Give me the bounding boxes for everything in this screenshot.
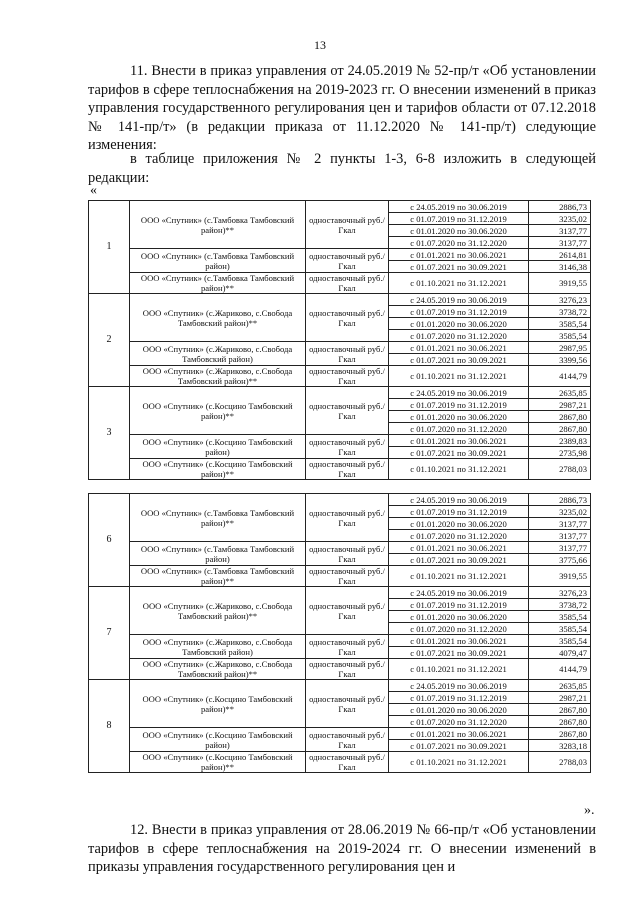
- period-cell: с 01.01.2021 по 30.06.2021: [389, 728, 529, 740]
- table-row: [89, 459, 591, 480]
- tariff-value-cell: 2788,03: [529, 459, 591, 480]
- period-cell: с 01.07.2020 по 31.12.2020: [389, 623, 529, 635]
- item-number: 2: [89, 294, 130, 387]
- organization-cell: ООО «Спутник» (с.Косцино Тамбовский район)**: [130, 752, 306, 773]
- item-number: 7: [89, 587, 130, 680]
- tariff-table-items-6-8: [88, 493, 591, 773]
- tariff-value-cell: 2867,80: [529, 728, 591, 740]
- table-row: [89, 249, 591, 261]
- tariff-value-cell: 2987,21: [529, 399, 591, 411]
- tariff-value-cell: 2886,73: [529, 494, 591, 506]
- organization-cell: ООО «Спутник» (с.Косцино Тамбовский район): [130, 435, 306, 459]
- table-row: [89, 366, 591, 387]
- period-cell: с 01.07.2021 по 30.09.2021: [389, 354, 529, 366]
- table-row: [89, 494, 591, 506]
- period-cell: с 01.01.2021 по 30.06.2021: [389, 635, 529, 647]
- tariff-unit-cell: одноставочный руб./Гкал: [306, 566, 389, 587]
- period-cell: с 24.05.2019 по 30.06.2019: [389, 201, 529, 213]
- tariff-value-cell: 2635,85: [529, 387, 591, 399]
- table-row: [89, 435, 591, 447]
- period-cell: с 01.07.2019 по 31.12.2019: [389, 692, 529, 704]
- item-number: 6: [89, 494, 130, 587]
- item-number: 1: [89, 201, 130, 294]
- period-cell: с 24.05.2019 по 30.06.2019: [389, 494, 529, 506]
- tariff-value-cell: 3276,23: [529, 587, 591, 599]
- period-cell: с 01.07.2019 по 31.12.2019: [389, 306, 529, 318]
- period-cell: с 01.07.2021 по 30.09.2021: [389, 740, 529, 752]
- period-cell: с 01.07.2019 по 31.12.2019: [389, 599, 529, 611]
- tariff-unit-cell: одноставочный руб./Гкал: [306, 435, 389, 459]
- organization-cell: ООО «Спутник» (с.Жариково, с.Свобода Тамбовский район)**: [130, 659, 306, 680]
- tariff-value-cell: 4079,47: [529, 647, 591, 659]
- tariff-unit-cell: одноставочный руб./Гкал: [306, 273, 389, 294]
- tariff-unit-cell: одноставочный руб./Гкал: [306, 680, 389, 728]
- table-row: [89, 635, 591, 647]
- period-cell: с 24.05.2019 по 30.06.2019: [389, 680, 529, 692]
- tariff-value-cell: 3399,56: [529, 354, 591, 366]
- tariff-value-cell: 3585,54: [529, 330, 591, 342]
- tariff-value-cell: 3919,55: [529, 566, 591, 587]
- tariff-value-cell: 3585,54: [529, 635, 591, 647]
- tariff-value-cell: 3276,23: [529, 294, 591, 306]
- tariff-value-cell: 3585,54: [529, 318, 591, 330]
- item-number: 3: [89, 387, 130, 480]
- paragraph-12: 12. Внести в приказ управления от 28.06.2019 № 66-пр/т «Об установлении тарифов в сфере теплоснабжения на 2019-2024 гг. О внесении изменений в приказы управления государственного регулирования цен и: [88, 822, 596, 875]
- tariff-value-cell: 3137,77: [529, 237, 591, 249]
- tariff-value-cell: 4144,79: [529, 659, 591, 680]
- period-cell: с 01.07.2020 по 31.12.2020: [389, 716, 529, 728]
- tariff-value-cell: 3137,77: [529, 530, 591, 542]
- organization-cell: ООО «Спутник» (с.Косцино Тамбовский район)**: [130, 387, 306, 435]
- period-cell: с 01.01.2020 по 30.06.2020: [389, 611, 529, 623]
- tariff-unit-cell: одноставочный руб./Гкал: [306, 249, 389, 273]
- period-cell: с 01.07.2020 по 31.12.2020: [389, 330, 529, 342]
- table-row: [89, 387, 591, 399]
- table-row: [89, 659, 591, 680]
- tariff-value-cell: 2635,85: [529, 680, 591, 692]
- tariff-value-cell: 2614,81: [529, 249, 591, 261]
- period-cell: с 24.05.2019 по 30.06.2019: [389, 587, 529, 599]
- period-cell: с 01.01.2021 по 30.06.2021: [389, 435, 529, 447]
- period-cell: с 01.07.2020 по 31.12.2020: [389, 237, 529, 249]
- organization-cell: ООО «Спутник» (с.Жариково, с.Свобода Тамбовский район)**: [130, 587, 306, 635]
- period-cell: с 01.10.2021 по 31.12.2021: [389, 752, 529, 773]
- tariff-value-cell: 3137,77: [529, 518, 591, 530]
- closing-quote: ».: [584, 803, 595, 818]
- organization-cell: ООО «Спутник» (с.Тамбовка Тамбовский район)**: [130, 566, 306, 587]
- organization-cell: ООО «Спутник» (с.Жариково, с.Свобода Тамбовский район)**: [130, 294, 306, 342]
- tariff-unit-cell: одноставочный руб./Гкал: [306, 635, 389, 659]
- tariff-value-cell: 2867,80: [529, 704, 591, 716]
- tariff-value-cell: 3235,02: [529, 213, 591, 225]
- period-cell: с 01.01.2020 по 30.06.2020: [389, 318, 529, 330]
- period-cell: с 01.07.2021 по 30.09.2021: [389, 261, 529, 273]
- period-cell: с 01.07.2020 по 31.12.2020: [389, 530, 529, 542]
- tariff-unit-cell: одноставочный руб./Гкал: [306, 587, 389, 635]
- organization-cell: ООО «Спутник» (с.Косцино Тамбовский район)**: [130, 459, 306, 480]
- period-cell: с 01.10.2021 по 31.12.2021: [389, 566, 529, 587]
- tariff-value-cell: 3283,18: [529, 740, 591, 752]
- table-row: [89, 201, 591, 213]
- tariff-value-cell: 2389,83: [529, 435, 591, 447]
- period-cell: с 01.01.2021 по 30.06.2021: [389, 249, 529, 261]
- table-row: [89, 587, 591, 599]
- organization-cell: ООО «Спутник» (с.Тамбовка Тамбовский район): [130, 542, 306, 566]
- opening-quote: «: [90, 183, 97, 198]
- tariff-value-cell: 2987,95: [529, 342, 591, 354]
- tariff-value-cell: 2735,98: [529, 447, 591, 459]
- tariff-value-cell: 3235,02: [529, 506, 591, 518]
- organization-cell: ООО «Спутник» (с.Тамбовка Тамбовский район)**: [130, 201, 306, 249]
- table-row: [89, 752, 591, 773]
- tariff-value-cell: 3919,55: [529, 273, 591, 294]
- period-cell: с 01.01.2021 по 30.06.2021: [389, 342, 529, 354]
- organization-cell: ООО «Спутник» (с.Тамбовка Тамбовский район)**: [130, 273, 306, 294]
- tariff-value-cell: 3137,77: [529, 542, 591, 554]
- period-cell: с 01.07.2019 по 31.12.2019: [389, 213, 529, 225]
- tariff-unit-cell: одноставочный руб./Гкал: [306, 387, 389, 435]
- tariff-value-cell: 3146,38: [529, 261, 591, 273]
- table-row: [89, 728, 591, 740]
- tariff-value-cell: 3738,72: [529, 599, 591, 611]
- tariff-unit-cell: одноставочный руб./Гкал: [306, 366, 389, 387]
- tariff-value-cell: 3738,72: [529, 306, 591, 318]
- period-cell: с 01.01.2021 по 30.06.2021: [389, 542, 529, 554]
- tariff-unit-cell: одноставочный руб./Гкал: [306, 752, 389, 773]
- tariff-unit-cell: одноставочный руб./Гкал: [306, 542, 389, 566]
- tariff-value-cell: 4144,79: [529, 366, 591, 387]
- tariff-unit-cell: одноставочный руб./Гкал: [306, 342, 389, 366]
- tariff-value-cell: 2886,73: [529, 201, 591, 213]
- tariff-unit-cell: одноставочный руб./Гкал: [306, 201, 389, 249]
- table-row: [89, 566, 591, 587]
- organization-cell: ООО «Спутник» (с.Жариково, с.Свобода Тамбовский район): [130, 342, 306, 366]
- period-cell: с 01.07.2021 по 30.09.2021: [389, 554, 529, 566]
- period-cell: с 01.10.2021 по 31.12.2021: [389, 366, 529, 387]
- tariff-value-cell: 3585,54: [529, 611, 591, 623]
- period-cell: с 01.01.2020 по 30.06.2020: [389, 225, 529, 237]
- page-number: 13: [314, 38, 326, 52]
- tariff-unit-cell: одноставочный руб./Гкал: [306, 728, 389, 752]
- period-cell: с 01.01.2020 по 30.06.2020: [389, 411, 529, 423]
- tariff-value-cell: 3775,66: [529, 554, 591, 566]
- tariff-unit-cell: одноставочный руб./Гкал: [306, 659, 389, 680]
- period-cell: с 01.07.2019 по 31.12.2019: [389, 399, 529, 411]
- period-cell: с 01.10.2021 по 31.12.2021: [389, 459, 529, 480]
- organization-cell: ООО «Спутник» (с.Жариково, с.Свобода Тамбовский район): [130, 635, 306, 659]
- period-cell: с 24.05.2019 по 30.06.2019: [389, 387, 529, 399]
- period-cell: с 01.01.2020 по 30.06.2020: [389, 518, 529, 530]
- tariff-value-cell: 3585,54: [529, 623, 591, 635]
- tariff-value-cell: 2788,03: [529, 752, 591, 773]
- organization-cell: ООО «Спутник» (с.Косцино Тамбовский район)**: [130, 680, 306, 728]
- paragraph-11: 11. Внести в приказ управления от 24.05.2019 № 52-пр/т «Об установлении тарифов в сфере теплоснабжения на 2019-2023 гг. О внесении изменений в приказ управления государственного регулирования цен и тарифов области от 07.12.2018 № 141-пр/т» (в редакции приказа от 11.12.2020 № 141-пр/т) следующие изменения:: [88, 63, 596, 153]
- period-cell: с 01.07.2019 по 31.12.2019: [389, 506, 529, 518]
- tariff-unit-cell: одноставочный руб./Гкал: [306, 294, 389, 342]
- tariff-value-cell: 2867,80: [529, 716, 591, 728]
- organization-cell: ООО «Спутник» (с.Жариково, с.Свобода Тамбовский район)**: [130, 366, 306, 387]
- period-cell: с 01.10.2021 по 31.12.2021: [389, 273, 529, 294]
- table-row: [89, 273, 591, 294]
- table-row: [89, 680, 591, 692]
- tariff-value-cell: 2867,80: [529, 411, 591, 423]
- period-cell: с 01.10.2021 по 31.12.2021: [389, 659, 529, 680]
- period-cell: с 01.07.2021 по 30.09.2021: [389, 447, 529, 459]
- tariff-table-items-1-3: [88, 200, 591, 480]
- tariff-value-cell: 2987,21: [529, 692, 591, 704]
- period-cell: с 01.07.2021 по 30.09.2021: [389, 647, 529, 659]
- tariff-unit-cell: одноставочный руб./Гкал: [306, 459, 389, 480]
- organization-cell: ООО «Спутник» (с.Тамбовка Тамбовский район): [130, 249, 306, 273]
- tariff-value-cell: 3137,77: [529, 225, 591, 237]
- organization-cell: ООО «Спутник» (с.Косцино Тамбовский район): [130, 728, 306, 752]
- tariff-value-cell: 2867,80: [529, 423, 591, 435]
- period-cell: с 01.01.2020 по 30.06.2020: [389, 704, 529, 716]
- table-row: [89, 542, 591, 554]
- period-cell: с 01.07.2020 по 31.12.2020: [389, 423, 529, 435]
- organization-cell: ООО «Спутник» (с.Тамбовка Тамбовский район)**: [130, 494, 306, 542]
- tariff-unit-cell: одноставочный руб./Гкал: [306, 494, 389, 542]
- item-number: 8: [89, 680, 130, 773]
- paragraph-11-table-instruction: в таблице приложения № 2 пункты 1-3, 6-8 изложить в следующей редакции:: [88, 151, 596, 186]
- period-cell: с 24.05.2019 по 30.06.2019: [389, 294, 529, 306]
- table-row: [89, 342, 591, 354]
- table-row: [89, 294, 591, 306]
